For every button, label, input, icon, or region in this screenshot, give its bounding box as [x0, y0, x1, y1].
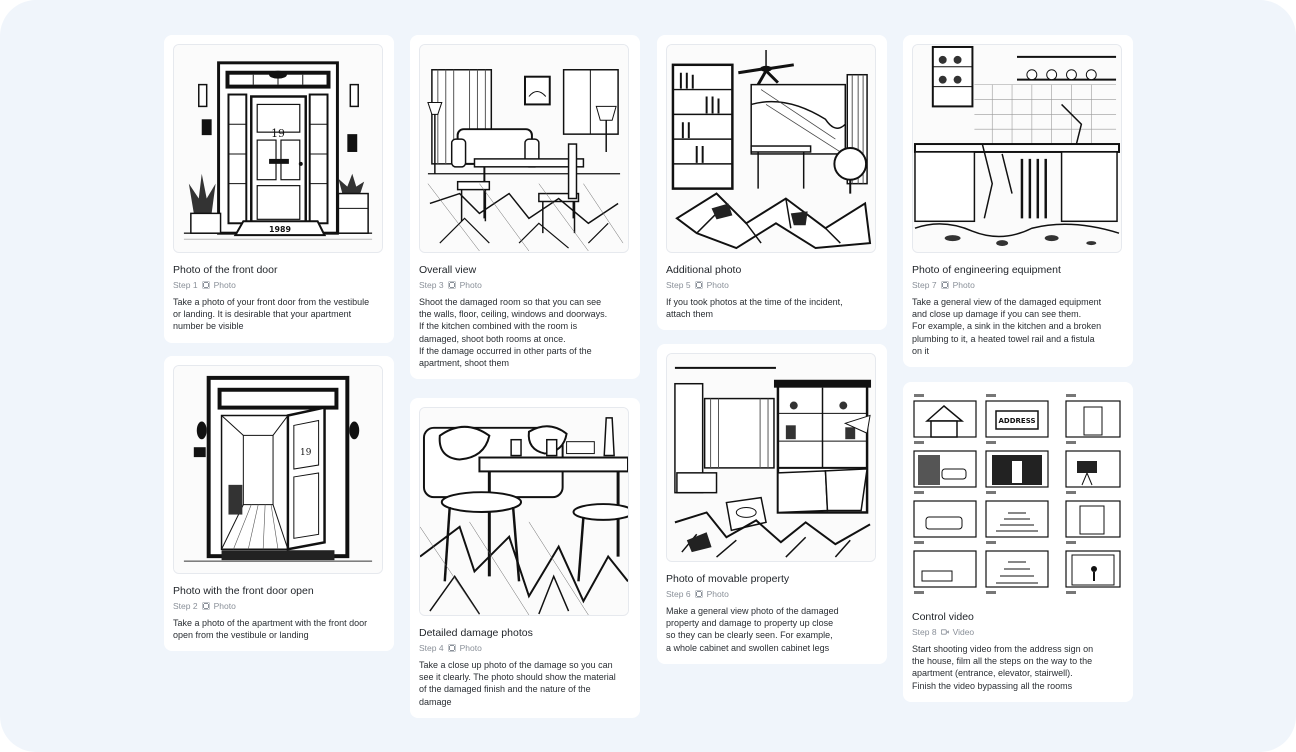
step-card-detailed-damage[interactable]	[410, 398, 640, 718]
door-number: 19	[271, 127, 285, 141]
card-description: Start shooting video from the address sign on the house, film all the steps on the way to the apartment (entrance, elevator, stairwell). Finish the video bypassing all the rooms	[912, 644, 1094, 691]
card-title: Photo of the front door	[173, 264, 278, 276]
card-description: Shoot the damaged room so that you can see the walls, floor, ceiling, windows and doorways. If the kitchen combined with the room is damaged, shoot both rooms at once. If the damage occurred in other parts of the apartment, shoot them	[419, 297, 608, 369]
step-label: Step 5	[666, 280, 691, 290]
step-label: Step 2	[173, 601, 198, 611]
step-card-front-door[interactable]	[164, 35, 394, 343]
step-label: Step 7	[912, 280, 937, 290]
step-label: Step 8	[912, 627, 937, 637]
photo-icon	[448, 644, 456, 652]
incident-room-illustration	[666, 44, 876, 253]
kind-label: Photo	[459, 643, 482, 653]
kind-label: Photo	[459, 280, 482, 290]
step-card-overall-view[interactable]	[410, 35, 640, 379]
step-card-open-door[interactable]	[164, 356, 394, 651]
address-sign-text: ADDRESS	[998, 417, 1036, 425]
open-door-illustration	[173, 365, 383, 574]
step-label: Step 1	[173, 280, 198, 290]
step-label: Step 4	[419, 643, 444, 653]
kind-label: Photo	[213, 280, 236, 290]
photo-icon	[202, 281, 210, 289]
card-description: Make a general view photo of the damaged property and damage to property up close so they can be clearly seen. For example, a whole cabinet and swollen cabinet legs	[666, 606, 839, 653]
photo-icon	[448, 281, 456, 289]
step-label: Step 3	[419, 280, 444, 290]
photo-icon	[695, 590, 703, 598]
card-description: If you took photos at the time of the incident, attach them	[666, 297, 843, 320]
card-meta	[666, 588, 878, 600]
card-title: Overall view	[419, 264, 477, 276]
step-label: Step 6	[666, 589, 691, 599]
kitchen-equipment-illustration	[912, 44, 1122, 253]
card-meta	[419, 642, 631, 654]
damage-closeup-illustration	[419, 407, 629, 616]
card-meta	[173, 600, 385, 612]
cabinet-illustration	[666, 353, 876, 562]
photo-icon	[202, 602, 210, 610]
kind-label: Photo	[213, 601, 236, 611]
step-card-engineering-equipment[interactable]	[903, 35, 1133, 367]
front-door-illustration	[173, 44, 383, 253]
kind-label: Photo	[706, 589, 729, 599]
card-meta	[173, 279, 385, 291]
kind-label: Photo	[706, 280, 729, 290]
step-card-additional-photo[interactable]	[657, 35, 887, 330]
card-meta	[419, 279, 631, 291]
video-storyboard-illustration	[912, 391, 1122, 600]
card-description: Take a photo of your front door from the vestibule or landing. It is desirable that your apartment number be visible	[173, 297, 370, 332]
card-title: Control video	[912, 611, 974, 623]
card-title: Additional photo	[666, 264, 742, 276]
card-meta	[912, 626, 1124, 638]
step-card-control-video[interactable]	[903, 382, 1133, 702]
card-title: Photo of engineering equipment	[912, 264, 1061, 276]
kind-label: Photo	[952, 280, 975, 290]
open-door-number: 19	[300, 448, 312, 459]
kind-label: Video	[952, 627, 975, 637]
photo-icon	[695, 281, 703, 289]
card-description: Take a close up photo of the damage so you can see it clearly. The photo should show the material of the damaged finish and the nature of the damage	[419, 660, 616, 707]
card-title: Photo of movable property	[666, 573, 790, 585]
card-meta	[912, 279, 1124, 291]
card-meta	[666, 279, 878, 291]
video-icon	[941, 628, 949, 636]
living-room-illustration	[419, 44, 629, 253]
photo-icon	[941, 281, 949, 289]
card-description: Take a general view of the damaged equipment and close up damage if you can see them. For example, a sink in the kitchen and a broken plumbing to it, a heated towel rail and a fistula on it	[912, 297, 1102, 356]
step-card-movable-property[interactable]	[657, 344, 887, 664]
card-description: Take a photo of the apartment with the front door open from the vestibule or landing	[173, 618, 368, 641]
card-title: Photo with the front door open	[173, 585, 314, 597]
card-title: Detailed damage photos	[419, 627, 533, 639]
mat-text: 1989	[268, 225, 291, 235]
